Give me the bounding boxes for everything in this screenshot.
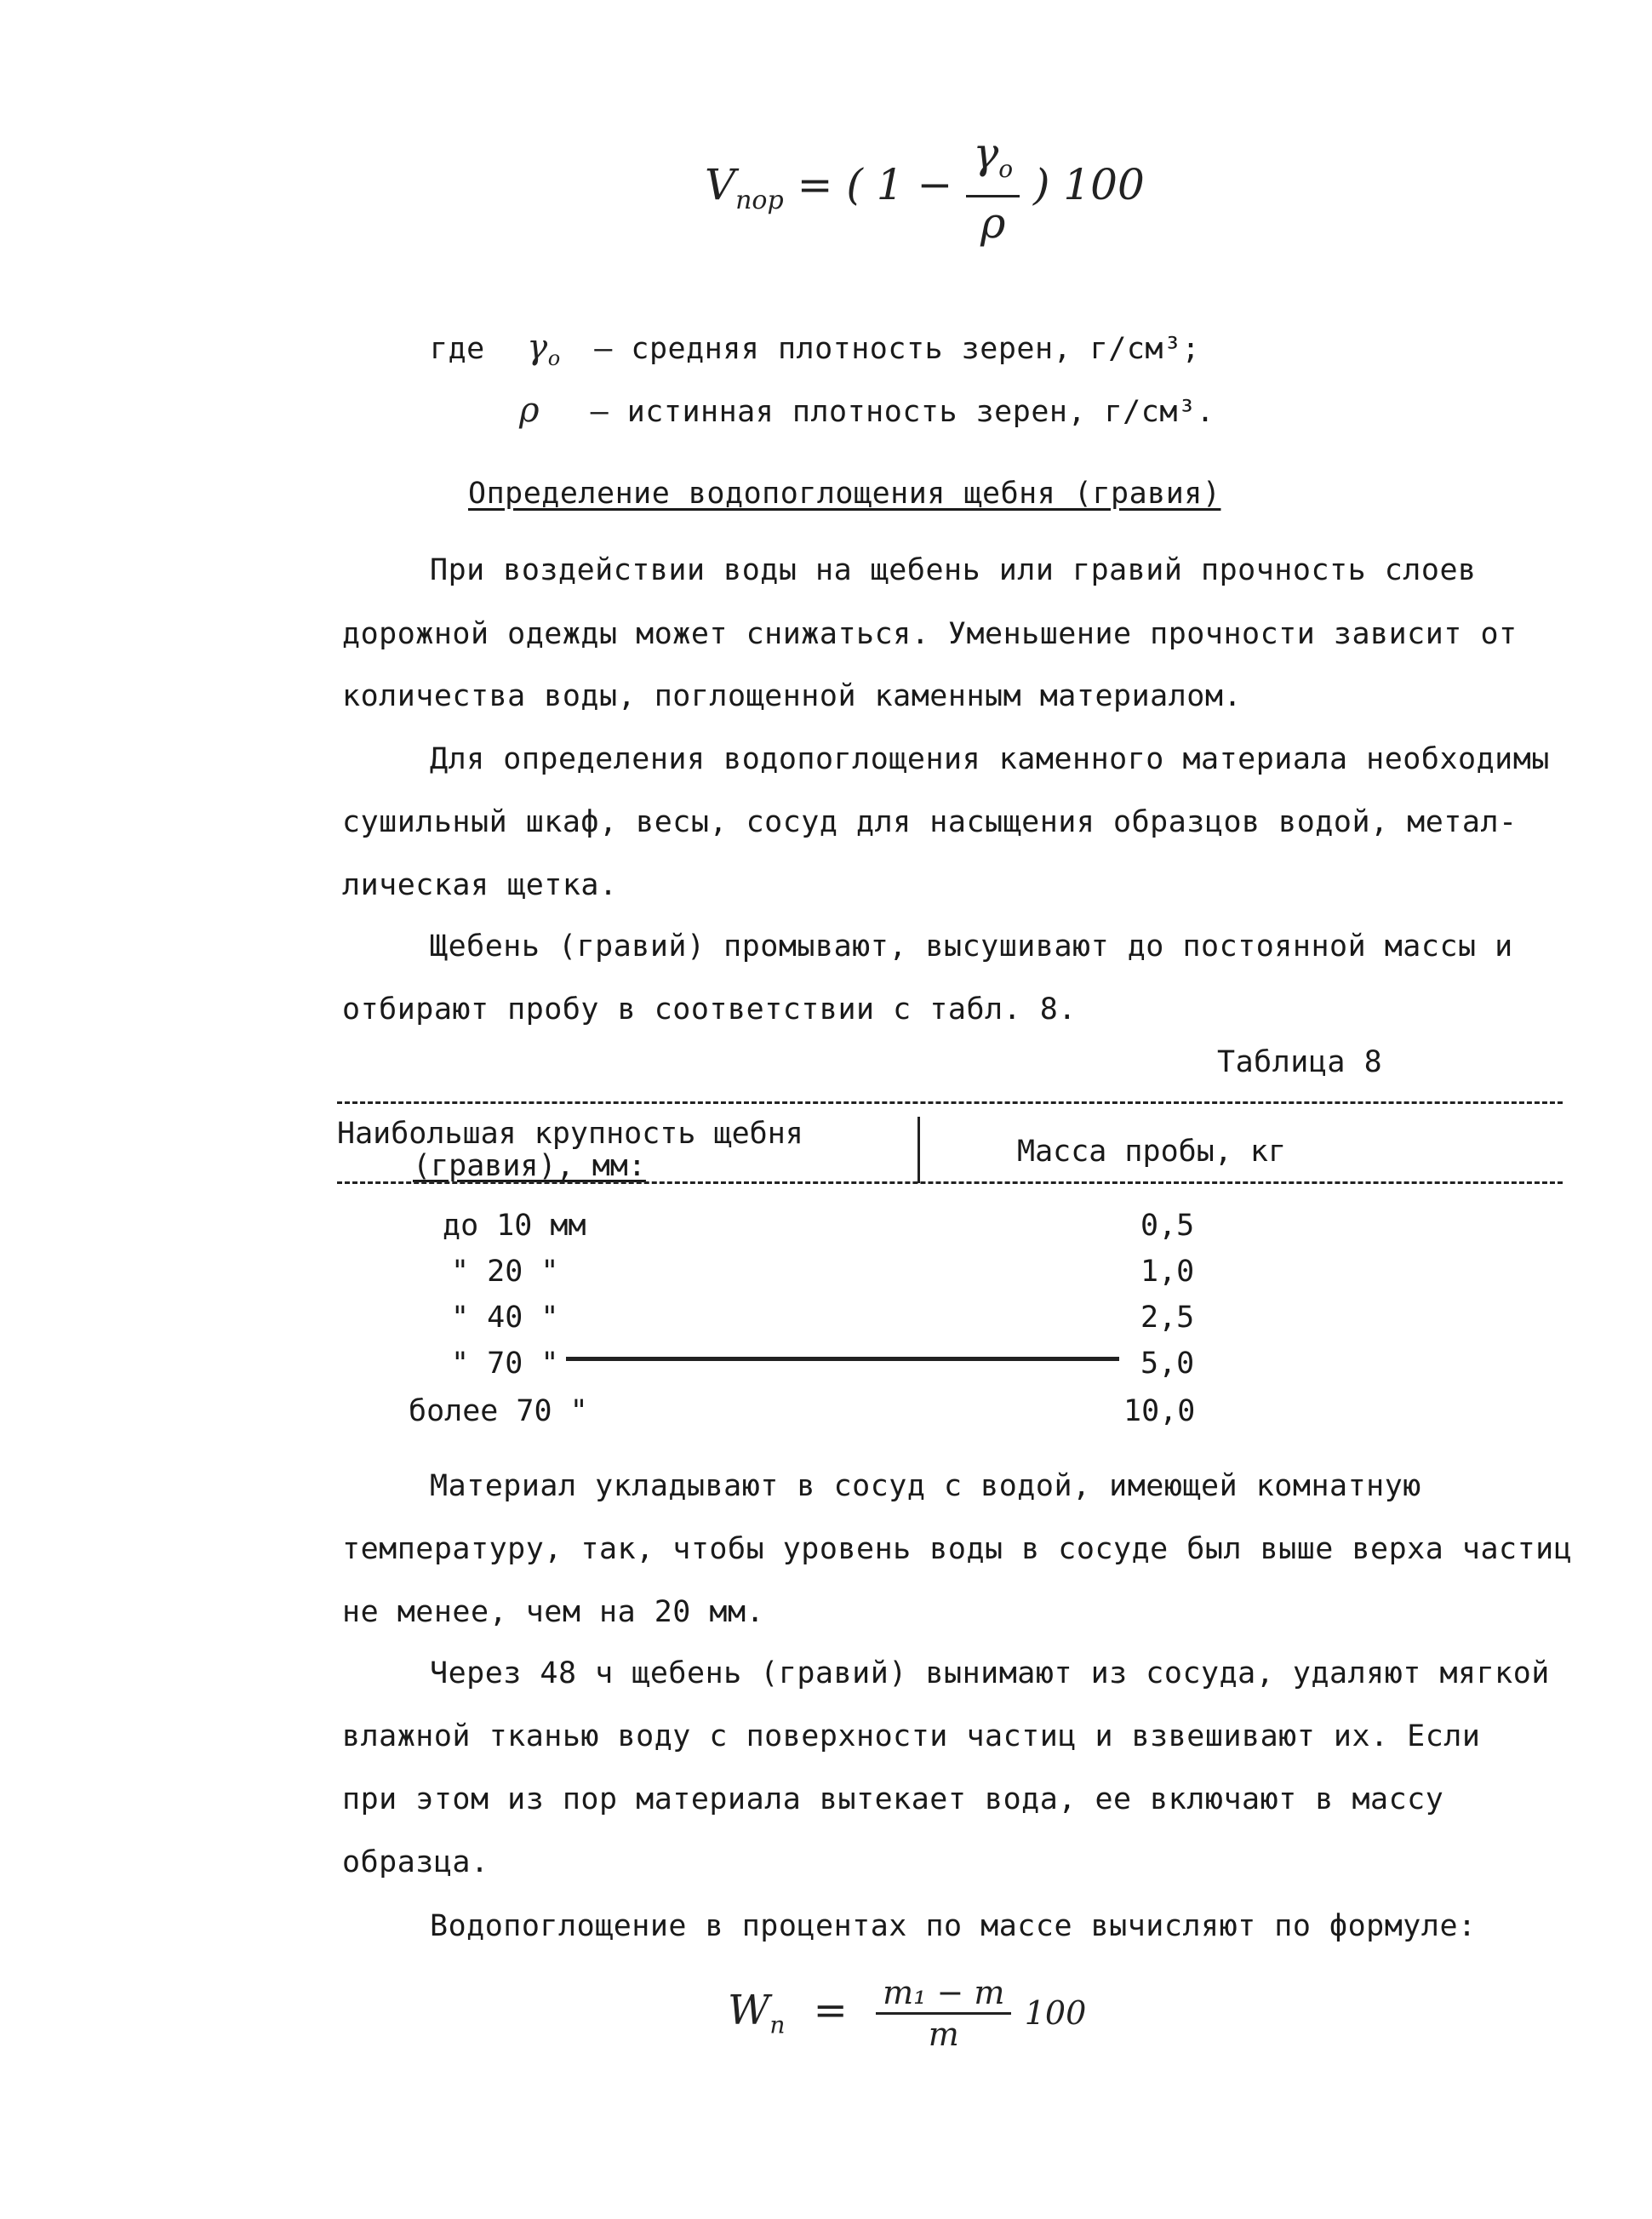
paragraph2-line1: Для определения водопоглощения каменного материала необходимы [430, 742, 1550, 776]
formula2-denominator: m [928, 2016, 959, 2053]
paragraph1-line1: При воздействии воды на щебень или гравий прочность слоев [430, 553, 1477, 587]
paragraph4-line2: температуру, так, чтобы уровень воды в сосуде был выше верха частиц [342, 1532, 1573, 1566]
water-absorption-formula [728, 1973, 1086, 2054]
rho-symbol: ρ [519, 391, 540, 430]
formula1-lhs: V [705, 160, 736, 209]
table-top-rule [337, 1101, 1563, 1104]
table-row-5-size: более 70 " [409, 1394, 588, 1428]
formula2-fraction [876, 1973, 1011, 2054]
legend-gamma-text: – средняя плотность зерен, г/см³; [594, 332, 1201, 366]
paragraph3-line1: Щебень (гравий) промывают, высушивают до постоянной массы и [430, 929, 1513, 964]
table-row-1-size: до 10 мм [443, 1209, 586, 1243]
paragraph2-line3: лическая щетка. [342, 868, 618, 902]
table-row-2-mass: 1,0 [1140, 1255, 1195, 1289]
table-row-3-mass: 2,5 [1140, 1301, 1195, 1335]
formula1-suffix: ) 100 [1032, 160, 1145, 209]
section-heading: Определение водопоглощения щебня (гравия) [468, 477, 1221, 511]
paragraph1-line2: дорожной одежды может снижаться. Уменьшение прочности зависит от [342, 617, 1518, 651]
legend-gamma-line [430, 330, 1200, 375]
paragraph6: Водопоглощение в процентах по массе вычисляют по формуле: [430, 1909, 1477, 1943]
table-header-col1-line1: Наибольшая крупность щебня [337, 1117, 803, 1151]
legend-rho-line [519, 393, 1215, 429]
paragraph1-line3: количества воды, поглощенной каменным материалом. [342, 679, 1243, 713]
formula1-numerator: γ [973, 129, 999, 178]
formula2-lhs: W [728, 1987, 770, 2034]
formula2-lhs-sub: п [769, 2010, 786, 2039]
table-row-2-size: " 20 " [451, 1255, 559, 1289]
porosity-formula [705, 128, 1145, 249]
table-header-col2: Масса пробы, кг [1017, 1135, 1287, 1169]
paragraph5-line3: при этом из пор материала вытекает вода, ее включают в массу [342, 1782, 1444, 1816]
paragraph5-line4: образца. [342, 1845, 489, 1879]
paragraph4-line3: не менее, чем на 20 мм. [342, 1595, 765, 1629]
paragraph5-line1: Через 48 ч щебень (гравий) вынимают из сосуда, удаляют мягкой [430, 1656, 1550, 1690]
table-row-3-size: " 40 " [451, 1301, 559, 1335]
table-row-5-mass: 10,0 [1123, 1394, 1196, 1428]
legend-rho-text: – истинная плотность зерен, г/см³. [590, 395, 1215, 429]
gamma-symbol-sub: о [547, 346, 561, 370]
table-row-1-mass: 0,5 [1140, 1209, 1195, 1243]
paragraph3-line2: отбирают пробу в соответствии с табл. 8. [342, 992, 1077, 1027]
formula1-lhs-sub: пор [735, 186, 784, 215]
table-column-divider [917, 1117, 920, 1183]
legend-where-word: где [430, 332, 485, 366]
paragraph4-line1: Материал укладывают в сосуд с водой, имеющей комнатную [430, 1469, 1421, 1503]
formula2-numerator: m₁ − m [876, 1973, 1011, 2015]
strike-through-line [566, 1357, 1119, 1361]
table-row-4-mass: 5,0 [1140, 1347, 1195, 1381]
formula2-suffix: 100 [1024, 1994, 1087, 2032]
table-header-rule [337, 1181, 1563, 1184]
formula2-equals: = [813, 1987, 848, 2034]
paragraph2-line2: сушильный шкаф, весы, сосуд для насыщения образцов водой, метал- [342, 805, 1518, 839]
gamma-symbol: γ [527, 328, 548, 367]
formula1-numerator-sub: о [998, 155, 1014, 183]
formula1-denominator: ρ [980, 198, 1006, 248]
table-row-4-size: " 70 " [451, 1347, 559, 1381]
formula1-prefix: = ( 1 − [797, 160, 953, 209]
paragraph5-line2: влажной тканью воду с поверхности частиц и взвешивают их. Если [342, 1719, 1481, 1753]
formula1-fraction [966, 128, 1020, 249]
table-caption: Таблица 8 [1217, 1045, 1383, 1079]
table-header-col1-line2: (гравия), мм: [413, 1149, 646, 1183]
